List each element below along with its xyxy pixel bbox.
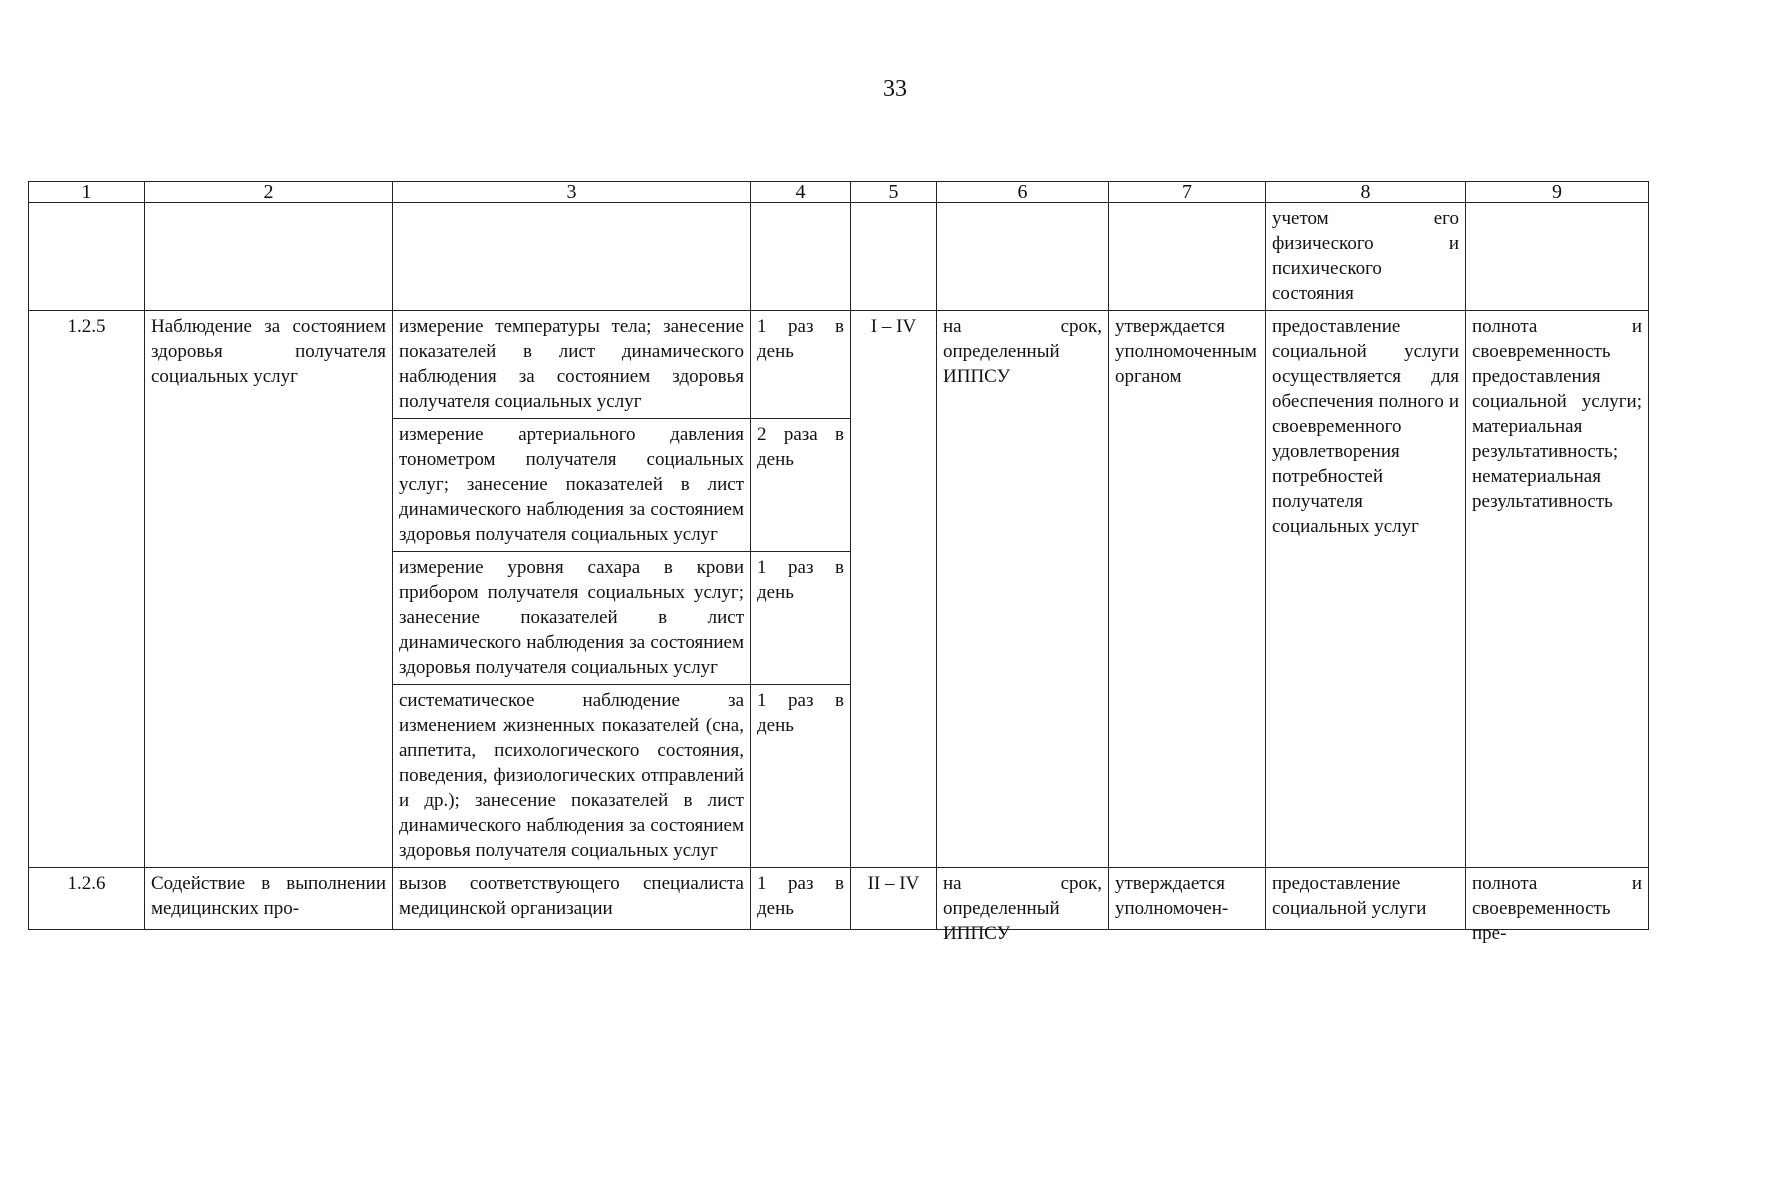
service-number	[29, 868, 145, 930]
cell-text: Содействие в выполнении медицинских про-	[151, 873, 386, 919]
service-frequency	[751, 868, 851, 930]
service-term: на срок, определенный ИППСУ	[937, 311, 1109, 868]
continuation-row	[29, 203, 1649, 311]
column-header-7: 7	[1109, 182, 1266, 203]
cell-text: полнота и своевременность пре-	[1472, 873, 1642, 944]
column-header-5: 5	[851, 182, 937, 203]
column-number-row	[29, 182, 1649, 203]
cell	[1109, 203, 1266, 311]
cell	[29, 203, 145, 311]
column-header-1: 1	[29, 182, 145, 203]
service-frequency: 2 раза в день	[751, 419, 851, 552]
cell	[851, 203, 937, 311]
service-description: систематическое наблюдение за изменением жизненных показателей (сна, аппетита, психологического состояния, поведения, физиологических отправлений и др.); занесение показателей в лист динамического наблюдения за состоянием здоровья получателя социальных услуг	[393, 685, 751, 868]
service-quality	[1466, 868, 1649, 944]
cell-text: утверждается уполномочен-	[1115, 873, 1229, 919]
service-price	[1109, 868, 1266, 930]
cell-text: II – IV	[867, 873, 920, 894]
services-table	[28, 181, 1649, 944]
column-header-9: 9	[1466, 182, 1649, 203]
cell	[937, 203, 1109, 311]
column-header-3: 3	[393, 182, 751, 203]
cell-text: 1.2.6	[67, 873, 106, 894]
page-number: 33	[883, 76, 907, 102]
service-conditions: предоставление социальной услуги осуществляется для обеспечения полного и своевременного удовлетворения потребностей получателя социальных услуг	[1266, 311, 1466, 868]
conditions-continuation: учетом его физического и психического состояния	[1266, 203, 1466, 311]
service-number: 1.2.5	[29, 311, 145, 868]
service-price: утверждается уполномоченным органом	[1109, 311, 1266, 868]
service-description: измерение температуры тела; занесение показателей в лист динамического наблюдения за состоянием здоровья получателя социальных услуг	[393, 311, 751, 419]
service-description: измерение уровня сахара в крови прибором получателя социальных услуг; занесение показателей в лист динамического наблюдения за состоянием здоровья получателя социальных услуг	[393, 552, 751, 685]
cell	[751, 203, 851, 311]
service-name: Наблюдение за состоянием здоровья получателя социальных услуг	[145, 311, 393, 868]
cell-text: вызов соответствующего специалиста медицинской организации	[399, 873, 744, 919]
cell-text: 1 раз в день	[757, 873, 844, 919]
service-quality: полнота и своевременность предоставления социальной услуги; материальная результативность; нематериальная результативность	[1466, 311, 1649, 868]
service-conditions	[1266, 868, 1466, 930]
service-frequency: 1 раз в день	[751, 685, 851, 868]
service-description	[393, 868, 751, 930]
service-stage	[851, 868, 937, 930]
service-term	[937, 868, 1109, 944]
service-stage: I – IV	[851, 311, 937, 868]
cell-text: предоставление социальной услуги	[1272, 873, 1427, 919]
cell	[1466, 203, 1649, 311]
table-row	[29, 868, 1649, 930]
service-description: измерение артериального давления тонометром получателя социальных услуг; занесение показателей в лист динамического наблюдения за состоянием здоровья получателя социальных услуг	[393, 419, 751, 552]
column-header-8: 8	[1266, 182, 1466, 203]
column-header-4: 4	[751, 182, 851, 203]
cell	[393, 203, 751, 311]
cell	[145, 203, 393, 311]
column-header-2: 2	[145, 182, 393, 203]
service-frequency: 1 раз в день	[751, 311, 851, 419]
service-name	[145, 868, 393, 930]
table-row	[29, 311, 1649, 419]
service-frequency: 1 раз в день	[751, 552, 851, 685]
cell-text: на срок, определенный ИППСУ	[943, 873, 1102, 944]
column-header-6: 6	[937, 182, 1109, 203]
